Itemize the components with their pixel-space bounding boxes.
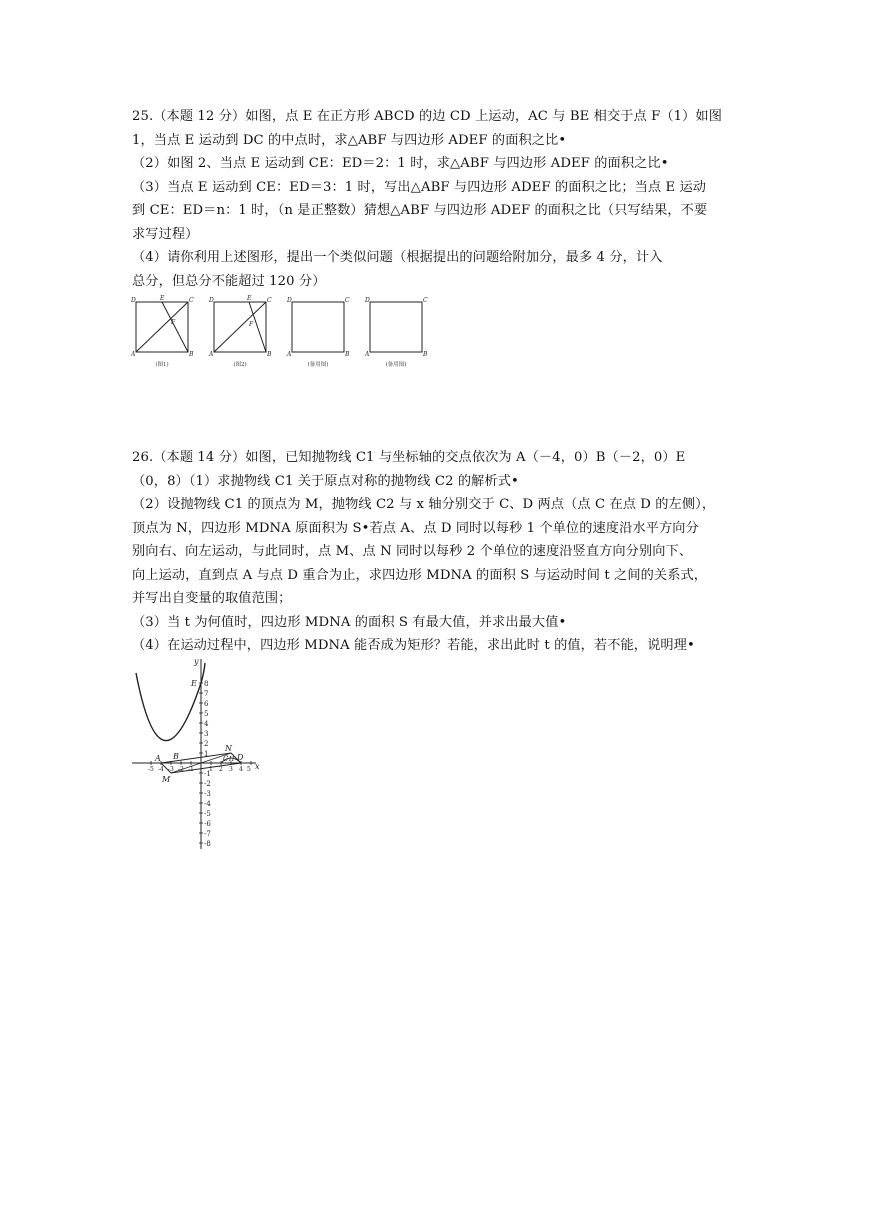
y-tick-neg1: -1 [204,770,211,778]
q25-figures [126,294,436,376]
spare2-label-A: A [365,351,370,358]
y-tick-5: 5 [204,710,209,718]
y-tick-neg7: -7 [204,830,211,838]
y-tick-4: 4 [204,720,209,728]
q26-line-4: 顶点为 N，四边形 MDNA 原面积为 S•若点 A、点 D 同时以每秒 1 个单位的速度沿水平方向分 [132,520,699,536]
y-tick-neg5: -5 [204,810,211,818]
point-label-N: N [225,744,232,753]
q25-line-7: （4）请你利用上述图形，提出一个类似问题（根据提出的问题给附加分，最多 4 分，计入 [132,250,663,265]
q26-graph [128,655,263,859]
figure-2-square [214,302,266,352]
spare-figure-2-square [370,302,422,352]
x-tick-3: 3 [229,766,233,773]
fig1-label-E: E [160,295,165,302]
figure-1-caption: (图1) [155,362,169,368]
y-tick-6: 6 [204,700,209,708]
x-tick-2: 2 [219,766,223,773]
x-tick-neg4: -4 [158,766,164,773]
y-tick-7: 7 [204,690,209,698]
y-tick-neg3: -3 [204,790,211,798]
spare2-label-C: C [423,297,428,304]
x-axis-label: x [255,762,260,771]
x-tick-4: 4 [239,766,243,773]
spare2-label-B: B [423,351,428,358]
q25-figures-svg [126,294,436,372]
parabola-c1 [136,663,205,741]
fig2-label-D: D [209,297,214,304]
question-25 [132,105,740,293]
x-tick-5: 5 [247,766,251,773]
question-26 [132,446,740,658]
spare1-label-D: D [287,297,292,304]
fig2-label-A: A [209,351,214,358]
q25-line-4: （3）当点 E 运动到 CE：ED＝3：1 时，写出△ABF 与四边形 ADEF 的面积之比；当点 E 运动 [132,179,707,195]
y-tick-neg8: -8 [204,840,211,848]
q26-line-5: 别向右、向左运动，与此同时，点 M、点 N 同时以每秒 2 个单位的速度沿竖直方向分别向下、 [132,544,693,559]
q25-line-5: 到 CE：ED＝n：1 时，（n 是正整数）猜想△ABF 与四边形 ADEF 的面积之比（只写结果，不要 [132,203,708,218]
spare-figure-1-square [292,302,344,352]
q25-line-8: 总分，但总分不能超过 120 分） [132,273,326,289]
fig1-label-A: A [131,351,136,358]
point-label-H: H [229,756,235,763]
x-tick-neg1: -1 [188,766,194,773]
point-label-B: B [173,752,179,761]
fig1-label-F: F [171,319,176,326]
x-tick-neg3: -3 [168,766,174,773]
y-tick-neg6: -6 [204,820,211,828]
q25-line-3: （2）如图 2、当点 E 运动到 CE：ED＝2：1 时，求△ABF 与四边形 ADEF 的面积之比• [132,156,669,171]
x-tick-neg2: -2 [178,766,184,773]
fig1-label-C: C [189,297,194,304]
spare1-label-B: B [345,351,350,358]
y-tick-2: 2 [204,740,209,748]
fig1-label-B: B [189,351,194,358]
spare1-label-A: A [287,351,292,358]
q26-line-8: （3）当 t 为何值时，四边形 MDNA 的面积 S 有最大值，并求出最大值• [132,614,567,630]
point-label-D: D [237,753,244,762]
spare2-label-D: D [365,297,370,304]
q26-line-3: （2）设抛物线 C1 的顶点为 M，抛物线 C2 与 x 轴分别交于 C、D 两点（点 C 在点 D 的左侧）， [132,497,716,512]
y-tick-neg4: -4 [204,800,211,808]
q26-graph-svg [128,655,263,855]
fig2-label-E: E [247,295,252,302]
q25-line-1: 25.（本题 12 分）如图，点 E 在正方形 ABCD 的边 CD 上运动，AC 与 BE 相交于点 F（1）如图 [132,109,722,124]
point-label-C: C [223,755,229,763]
y-tick-neg2: -2 [204,780,211,788]
spare1-label-C: C [345,297,350,304]
q25-line-2: 1，当点 E 运动到 DC 的中点时，求△ABF 与四边形 ADEF 的面积之比• [132,132,567,148]
point-label-M: M [162,775,171,784]
fig2-label-F: F [249,321,254,328]
q26-line-2: （0，8）（1）求抛物线 C1 关于原点对称的抛物线 C2 的解析式• [132,473,519,489]
y-tick-8: 8 [204,680,209,688]
y-axis-label: y [194,657,199,666]
x-tick-neg5: -5 [148,766,154,773]
q26-line-6: 向上运动，直到点 A 与点 D 重合为止，求四边形 MDNA 的面积 S 与运动时间 t 之间的关系式， [132,567,708,583]
fig2-label-C: C [267,297,272,304]
y-tick-3: 3 [204,730,209,738]
point-label-E: E [191,679,197,688]
fig2-label-B: B [267,351,272,358]
point-label-A: A [155,754,161,763]
x-tick-1: 1 [209,766,213,773]
q26-line-7: 并写出自变量的取值范围； [132,591,292,606]
y-tick-1: 1 [204,750,209,758]
fig1-label-D: D [131,297,136,304]
spare-figure-1-caption: (备用图) [307,362,329,368]
q25-line-6: 求写过程） [132,226,199,242]
figure-1-square [136,302,188,352]
q26-line-1: 26.（本题 14 分）如图，已知抛物线 C1 与坐标轴的交点依次为 A（－4，0）B（－2，0）E [132,450,686,465]
q26-line-9: （4）在运动过程中，四边形 MDNA 能否成为矩形？若能，求出此时 t 的值，若不能，说明理• [132,638,695,653]
figure-2-caption: (图2) [233,362,247,368]
spare-figure-2-caption: (备用图) [385,362,407,368]
